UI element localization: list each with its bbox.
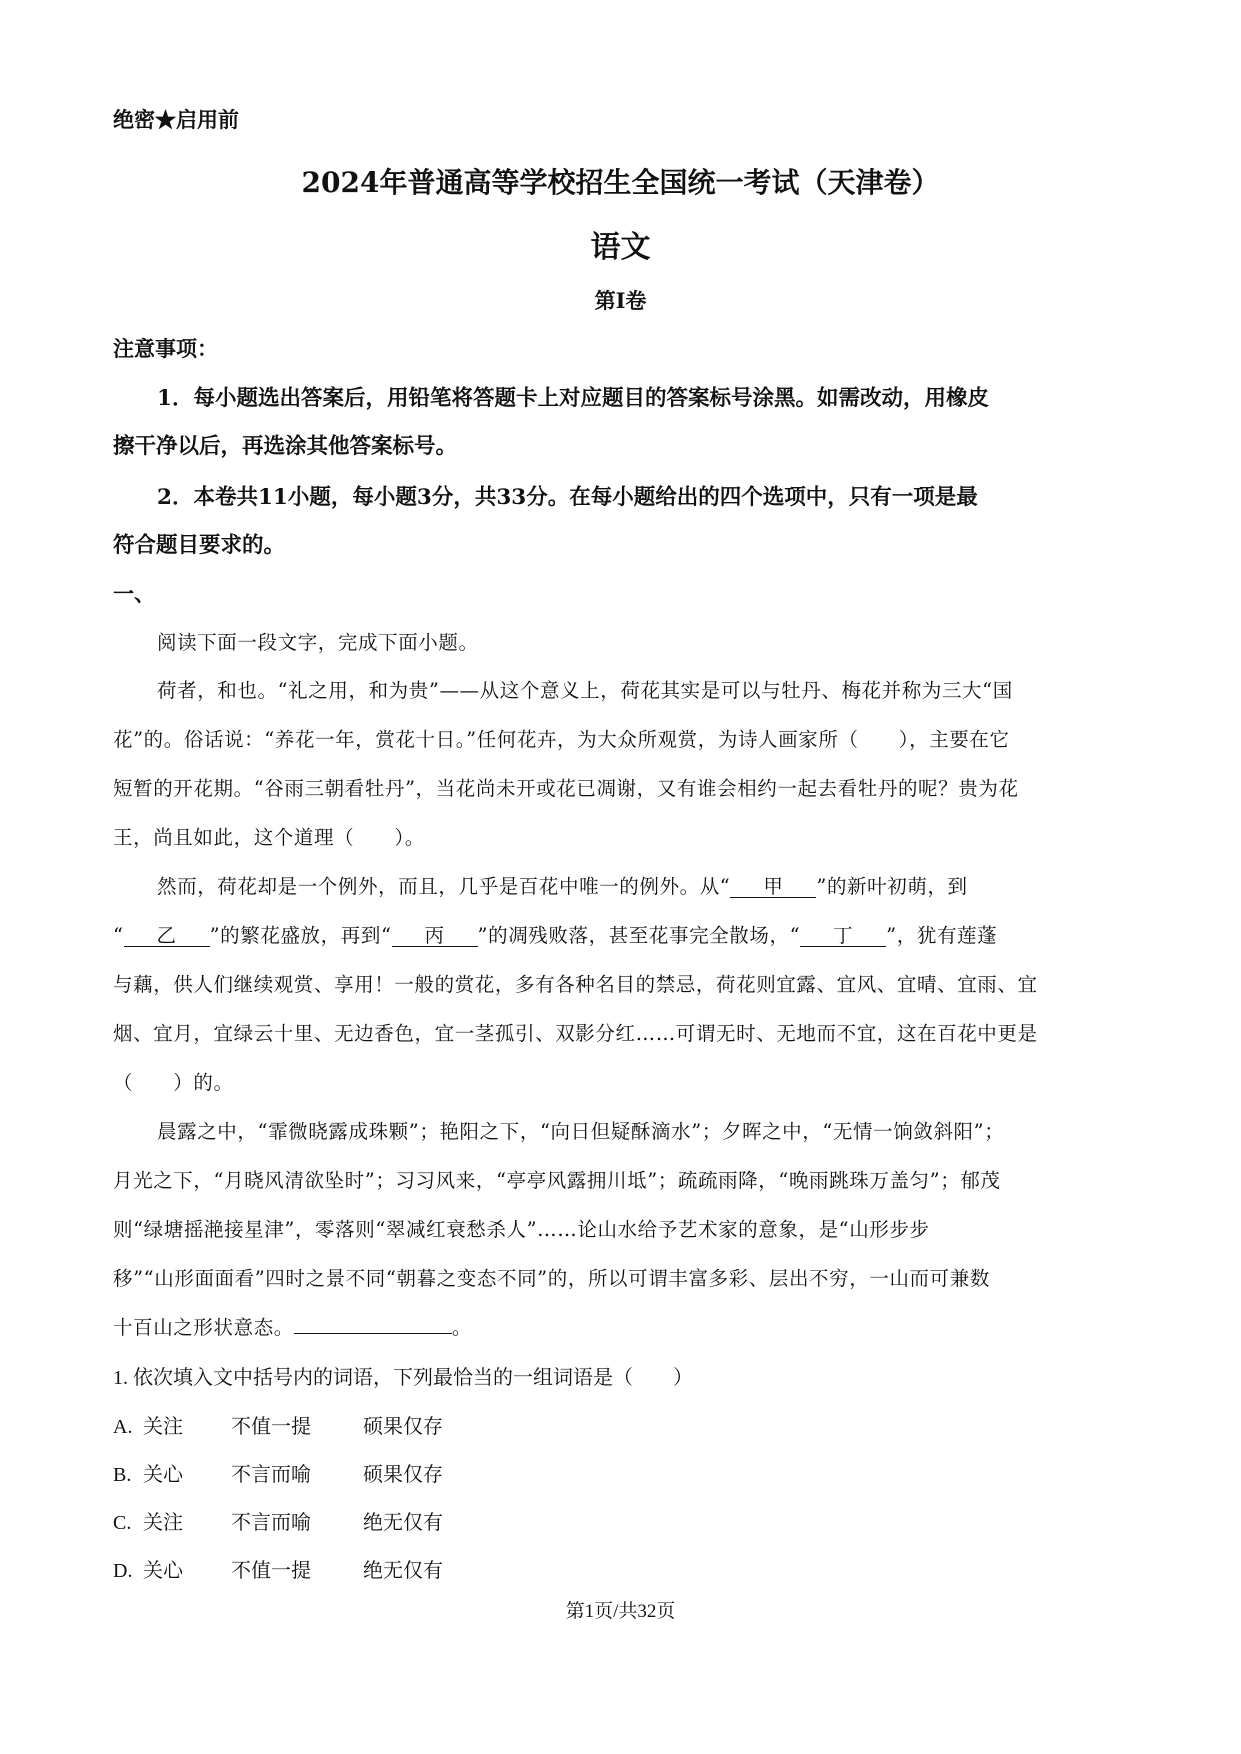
option-c: C. 关注 不言而喻 绝无仅有 xyxy=(113,1512,443,1534)
answer-blank xyxy=(294,1333,452,1334)
option-b: B. 关心 不言而喻 硕果仅存 xyxy=(113,1464,443,1486)
question-1-stem: 1. 依次填入文中括号内的词语，下列最恰当的一组词语是（ ） xyxy=(113,1367,693,1389)
notice-item-1: 1．每小题选出答案后，用铅笔将答题卡上对应题目的答案标号涂黑。如需改动，用橡皮 xyxy=(157,386,989,411)
passage-line: （ ）的。 xyxy=(113,1071,234,1094)
passage-line: 王，尚且如此，这个道理（ ）。 xyxy=(113,826,425,849)
passage-line: 与藕，供人们继续观赏、享用！一般的赏花，多有各种名目的禁忌，荷花则宜露、宜风、宜晴、宜雨、宜 xyxy=(113,973,1038,996)
passage-line: “ 乙 ”的繁花盛放，再到“ 丙 ”的凋残败落，甚至花事完全散场，“ 丁 ”，犹有莲蓬 xyxy=(113,924,998,947)
option-d: D. 关心 不值一提 绝无仅有 xyxy=(113,1560,443,1582)
option-a: A. 关注 不值一提 硕果仅存 xyxy=(113,1416,443,1438)
passage-line: 十百山之形状意态。 。 xyxy=(113,1316,473,1339)
volume-label: 第Ⅰ卷 xyxy=(594,288,647,313)
passage-line: 则“绿塘摇滟接星津”，零落则“翠减红衰愁杀人”……论山水给予艺术家的意象，是“山形步步 xyxy=(113,1218,930,1241)
passage-line: 然而，荷花却是一个例外，而且，几乎是百花中唯一的例外。从“ 甲 ”的新叶初萌，到 xyxy=(157,875,968,898)
blank-jia: 甲 xyxy=(730,876,816,898)
notice-item-1-cont: 擦干净以后，再选涂其他答案标号。 xyxy=(113,434,458,459)
secret-mark: 绝密★启用前 xyxy=(113,107,239,132)
passage-line: 荷者，和也。“礼之用，和为贵”——从这个意义上，荷花其实是可以与牡丹、梅花并称为三大“国 xyxy=(157,679,1013,702)
page-footer: 第1页/共32页 xyxy=(565,1601,676,1622)
section-label: 一、 xyxy=(113,581,155,606)
reading-instruction: 阅读下面一段文字，完成下面小题。 xyxy=(157,631,479,654)
notice-heading: 注意事项： xyxy=(113,336,218,361)
passage-line: 月光之下，“月晓风清欲坠时”；习习风来，“亭亭风露拥川坻”；疏疏雨降，“晚雨跳珠万盖匀”；郁茂 xyxy=(113,1169,1001,1192)
notice-item-2: 2．本卷共11小题，每小题3分，共33分。在每小题给出的四个选项中，只有一项是最 xyxy=(157,485,978,510)
exam-title: 2024年普通高等学校招生全国统一考试（天津卷） xyxy=(301,166,940,199)
passage-line: 移”“山形面面看”四时之景不同“朝暮之变态不同”的，所以可谓丰富多彩、层出不穷，一山而可兼数 xyxy=(113,1267,990,1290)
blank-bing: 丙 xyxy=(392,925,478,947)
subject-title: 语文 xyxy=(590,230,651,265)
passage-line: 晨露之中，“霏微晓露成珠颗”；艳阳之下，“向日但疑酥滴水”；夕晖之中，“无情一饷敛斜阳”； xyxy=(157,1120,1005,1143)
passage-line: 花”的。俗话说：“养花一年，赏花十日。”任何花卉，为大众所观赏，为诗人画家所（ ），主要在它 xyxy=(113,728,1010,751)
passage-line: 短暂的开花期。“谷雨三朝看牡丹”，当花尚未开或花已凋谢，又有谁会相约一起去看牡丹的呢？贵为花 xyxy=(113,777,1019,800)
notice-item-2-cont: 符合题目要求的。 xyxy=(113,533,286,558)
blank-ding: 丁 xyxy=(800,925,886,947)
passage-line: 烟、宜月，宜绿云十里、无边香色，宜一茎孤引、双影分红……可谓无时、无地而不宜，这在百花中更是 xyxy=(113,1022,1038,1045)
blank-yi: 乙 xyxy=(124,925,210,947)
